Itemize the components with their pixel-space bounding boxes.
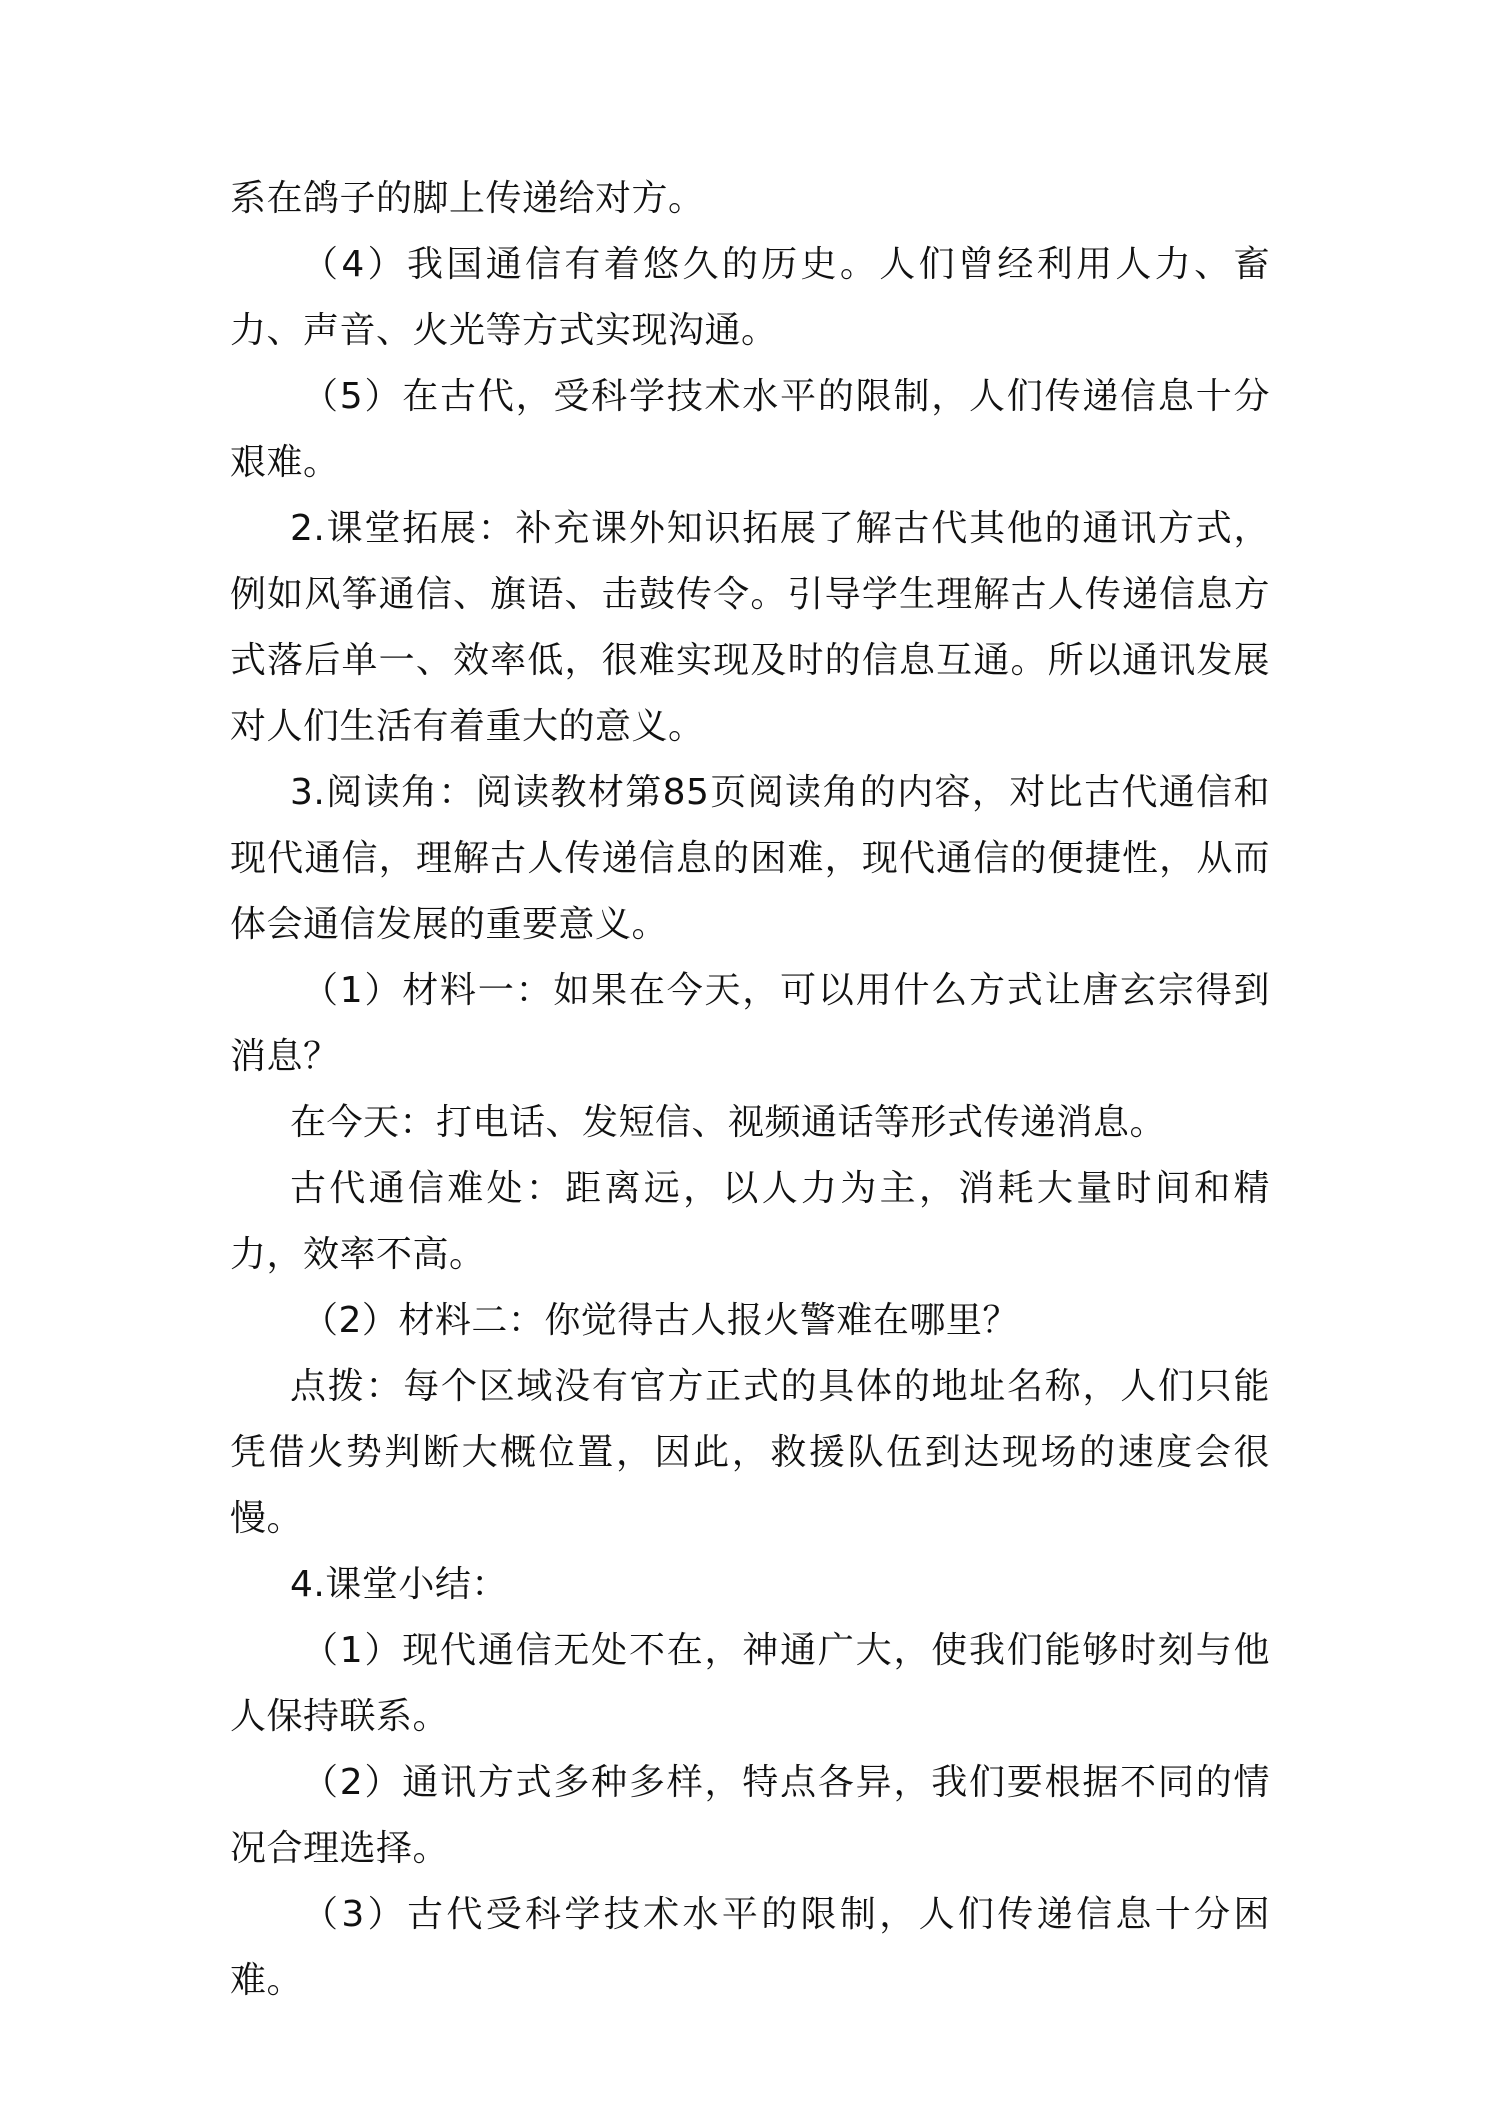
paragraph-summary-3: （3）古代受科学技术水平的限制，人们传递信息十分困难。 [230,1894,1270,2001]
paragraph-material-one: （1）材料一：如果在今天，可以用什么方式让唐玄宗得到消息？ [230,970,1270,1077]
paragraph-summary-1: （1）现代通信无处不在，神通广大，使我们能够时刻与他人保持联系。 [230,1630,1270,1737]
paragraph-continuation: 系在鸽子的脚上传递给对方。 [230,178,705,219]
paragraph-item-4: （4）我国通信有着悠久的历史。人们曾经利用人力、畜力、声音、火光等方式实现沟通。 [230,244,1270,351]
paragraph-classroom-extension: 2.课堂拓展：补充课外知识拓展了解古代其他的通讯方式，例如风筝通信、旗语、击鼓传令。引导学生理解古人传递信息方式落后单一、效率低，很难实现及时的信息互通。所以通讯发展对人们生活有着重大的意义。 [230,508,1270,747]
paragraph-summary-2: （2）通讯方式多种多样，特点各异，我们要根据不同的情况合理选择。 [230,1762,1270,1869]
paragraph-ancient-difficulty: 古代通信难处：距离远，以人力为主，消耗大量时间和精力，效率不高。 [230,1168,1270,1275]
paragraph-today: 在今天：打电话、发短信、视频通话等形式传递消息。 [290,1102,1167,1143]
paragraph-item-5: （5）在古代，受科学技术水平的限制，人们传递信息十分艰难。 [230,376,1270,483]
paragraph-material-two: （2）材料二：你觉得古人报火警难在哪里？ [302,1300,1019,1341]
document-body [230,166,1270,2014]
paragraph-summary-heading: 4.课堂小结： [290,1564,508,1605]
paragraph-hint: 点拨：每个区域没有官方正式的具体的地址名称，人们只能凭借火势判断大概位置，因此，救援队伍到达现场的速度会很慢。 [230,1366,1270,1539]
paragraph-reading-corner: 3.阅读角：阅读教材第85页阅读角的内容，对比古代通信和现代通信，理解古人传递信息的困难，现代通信的便捷性，从而体会通信发展的重要意义。 [230,772,1270,945]
